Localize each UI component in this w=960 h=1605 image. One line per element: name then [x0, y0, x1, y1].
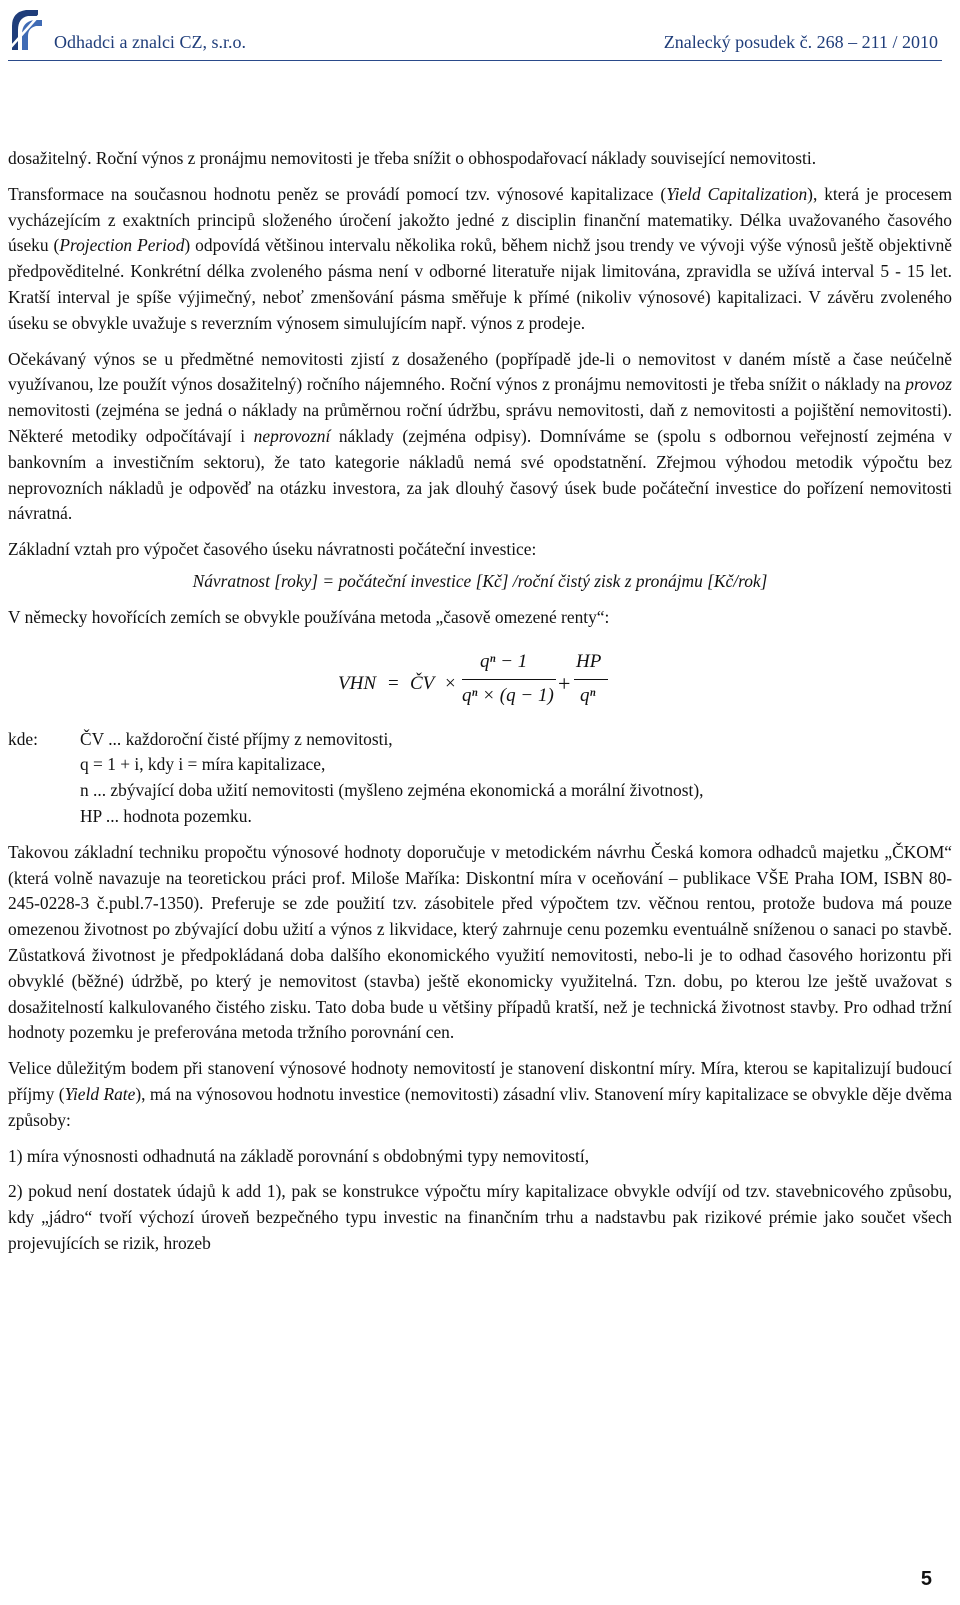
text-span: Transformace na současnou hodnotu peněz se provádí pomocí tzv. výnosové kapitalizace ( [8, 183, 667, 204]
formula-denominator-1: qⁿ × (q − 1) [462, 684, 554, 706]
paragraph-1: dosažitelný. Roční výnos z pronájmu nemovitosti je třeba snížit o obhospodařovací náklady související nemovitosti. [8, 148, 817, 168]
company-logo-icon [8, 6, 44, 52]
paragraph-6: Takovou základní techniku propočtu výnosové hodnoty doporučuje v metodickém návrhu Česká komora odhadců majetku „ČKOM“ (která volně navazuje na teoretickou práci prof. Miloše Maříka: Diskontní míra v oceňování – publikace VŠE Praha IOM, ISBN 80-245-0228-3 č.publ.7-1350). Preferuje se zde použití tzv. zásobitele před výpočtem tzv. věčnou rentou, protože budova má pouze omezenou životnost po zbývající dobu užití a výnos z likvidace, který zahrnuje cenu pozemku eventuálně sníženou o sanaci po stavbě. Zůstatková životnost je předpokládaná doba dalšího ekonomického využití nemovitosti, nebo-li je to odhad časového horizontu při obvyklé (běžné) údržbě, po který je nemovitost (stavba) ještě ekonomicky využitelná. Tzn. dobu, po kterou lze ještě uvažovat s dosažitelností kalkulovaného čistého zisku. Tato doba bude u většiny případů kratší, než je technická životnost stavby. Pro odhad tržní hodnoty pozemku je preferována metoda tržního porovnání cen. [8, 841, 952, 1043]
paragraph-7 [8, 1056, 952, 1133]
vhn-formula [8, 635, 952, 727]
document-reference: Znalecký posudek č. 268 – 211 / 2010 [663, 32, 938, 52]
document-body [8, 146, 952, 1267]
paragraph-9: 2) pokud není dostatek údajů k add 1), pak se konstrukce výpočtu míry kapitalizace obvykle odvíjí od tzv. stavebnicového způsobu, kdy „jádro“ tvoří výchozí úroveň bezpečného typu investic na finančním trhu a nadstavbu pak rizikové prémie jako součet všech projevujících se rizik, hrozeb [8, 1181, 952, 1253]
legend-label: kde: [8, 728, 38, 749]
formula-lhs: VHN [338, 672, 376, 694]
text-span: ), která je procesem vycházejícím z exaktních principů složeného úročení jakožto jedné z disciplin finanční matematiky. Délka uvažovaného časového úseku ( [8, 183, 953, 256]
formula-cv: ČV [410, 672, 435, 694]
term-provoz: provoz [905, 374, 952, 395]
term-yield-rate: Yield Rate [64, 1083, 136, 1104]
formula-times: × [445, 672, 456, 694]
term-projection-period: Projection Period [59, 235, 185, 256]
paragraph-4: Základní vztah pro výpočet časového úseku návratnosti počáteční investice: [8, 539, 537, 560]
term-yield-capitalization: Yield Capitalization [666, 183, 808, 204]
text-span: ), má na výnosovou hodnotu investice (nemovitosti) zásadní vliv. Stanovení míry kapitalizace se obvykle děje dvěma způsoby: [8, 1083, 952, 1130]
company-name: Odhadci a znalci CZ, s.r.o. [54, 32, 246, 52]
term-neprovozni: neprovozní [253, 425, 331, 446]
formula-legend [8, 727, 952, 830]
formula-denominator-2: qⁿ [580, 684, 596, 706]
text-span: náklady (zejména odpisy). Domníváme se (spolu s odbornou veřejností zejména v bankovním a investičním sektoru), že tato kategorie nákladů nemá své opodstatnění. Zřejmou výhodou metodik výpočtu bez neprovozních nákladů je odpověď na otázku investora, za jak dlouhý časový úsek bude počáteční investice do pořízení nemovitosti návratná. [8, 425, 952, 524]
formula-numerator-1: qⁿ − 1 [480, 650, 528, 672]
paragraph-8: 1) míra výnosnosti odhadnutá na základě porovnání s obdobnými typy nemovitostí, [8, 1145, 590, 1166]
legend-lines [80, 727, 704, 830]
payback-formula: Návratnost [roky] = počáteční investice [Kč] /roční čistý zisk z pronájmu [Kč/rok] [192, 570, 768, 591]
formula-numerator-2: HP [576, 650, 602, 672]
header-divider [8, 60, 942, 61]
legend-line: ČV ... každoroční čisté příjmy z nemovitosti, [80, 728, 393, 749]
paragraph-3 [8, 347, 952, 528]
paragraph-5: V německy hovořících zemích se obvykle používána metoda „časově omezené renty“: [8, 606, 610, 627]
legend-line: n ... zbývající doba užití nemovitosti (myšleno zejména ekonomická a morální životnost), [80, 780, 704, 801]
legend-line: HP ... hodnota pozemku. [80, 805, 252, 826]
fraction-line-1 [462, 679, 556, 680]
formula-plus: + [558, 670, 571, 696]
text-span: nemovitosti (zejména se jedná o náklady na průměrnou roční údržbu, správu nemovitosti, daň z nemovitosti a pojištění nemovitosti). Některé metodiky odpočítávají i [8, 400, 952, 446]
formula-equals: = [388, 672, 399, 694]
page-header [0, 0, 960, 72]
page-number: 5 [920, 1568, 932, 1590]
text-span: ) odpovídá většinou intervalu několika roků, během nichž jsou trendy ve vývoji výše výnosů ještě objektivně předpověditelné. Konkrétní délka zvoleného pásma není v odborné literatuře nijak limitována, zpravidla se užívá interval 5 - 15 let. Kratší interval je spíše výjimečný, neboť zmenšování pásma směřuje k přímé (nikoliv výnosové) kapitalizaci. V závěru zvoleného úseku se obvykle uvažuje s reverzním výnosem simulujícím např. výnos z prodeje. [8, 235, 952, 333]
text-span: Velice důležitým bodem při stanovení výnosové hodnoty nemovitostí je stanovení diskontní míry. Míra, kterou se kapitalizují budoucí příjmy ( [8, 1058, 952, 1104]
legend-line: q = 1 + i, kdy i = míra kapitalizace, [80, 754, 326, 775]
paragraph-2 [8, 182, 952, 337]
text-span: Očekávaný výnos se u předmětné nemovitosti zjistí z dosaženého (popřípadě jde-li o nemovitost v daném místě a čase neúčelně využívanou, lze použít výnos dosažitelný) ročního nájemného. Roční výnos z pronájmu nemovitosti je třeba snížit o náklady na [8, 348, 952, 395]
fraction-line-2 [574, 679, 608, 680]
